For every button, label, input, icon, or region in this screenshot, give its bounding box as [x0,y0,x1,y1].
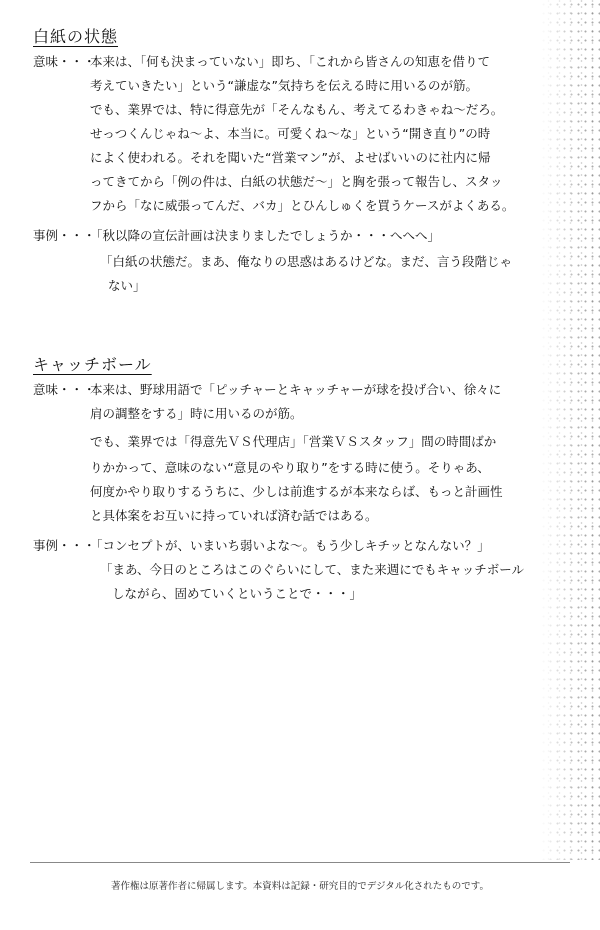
example-line: 「まあ、今日のところはこのぐらいにして、また来週にでもキャッチボール [100,562,525,577]
meaning-line: でも、業界では、特に得意先が「そんなもん、考えてるわきゃね〜だろ。 [90,102,504,117]
copyright-footer: 著作権は原著作者に帰属します。本資料は記録・研究目的でデジタル化されたものです。 [111,881,489,892]
meaning-line: 本来は、「何も決まっていない」即ち、「これから皆さんの知恵を借りて [90,54,491,69]
section-title-catchball: キャッチボール [33,355,152,374]
example-label: 事例・・・ [33,228,96,243]
meaning-line: ってきてから「例の件は、白紙の状態だ〜」と胸を張って報告し、スタッ [90,174,503,189]
section-title-hakushi: 白紙の状態 [33,27,119,46]
meaning-label: 意味・・・ [33,382,96,397]
meaning-line: せっつくんじゃね〜よ、本当に。可愛くね〜な」という“開き直り”の時 [90,126,491,141]
example-line: 「白紙の状態だ。まあ、俺なりの思惑はあるけどな。まだ、言う段階じゃ [100,254,513,269]
example-line: ない」 [108,278,146,293]
scan-noise [540,0,600,860]
meaning-line: フから「なに威張ってんだ、バカ」とひんしゅくを買うケースがよくある。 [90,198,515,213]
meaning-line: でも、業界では「得意先ＶＳ代理店」「営業ＶＳスタッフ」間の時間ばか [90,434,497,449]
example-line: しながら、固めていくということで・・・」 [112,586,363,601]
meaning-line: によく使われる。それを聞いた“営業マン”が、よせばいいのに社内に帰 [90,150,491,165]
meaning-label: 意味・・・ [33,54,96,69]
meaning-line: 肩の調整をする」時に用いるのが筋。 [90,406,303,421]
meaning-line: 考えていきたい」という“謙虚な”気持ちを伝える時に用いるのが筋。 [90,78,478,93]
meaning-line: 何度かやり取りするうちに、少しは前進するが本来ならば、もっと計画性 [90,484,503,499]
footer-divider [30,862,570,863]
example-label: 事例・・・ [33,538,96,553]
meaning-line: と具体案をお互いに持っていれば済む話ではある。 [90,508,378,523]
meaning-line: りかかって、意味のない“意見のやり取り”をする時に使う。そりゃあ、 [90,460,490,475]
meaning-line: 本来は、野球用語で「ピッチャーとキャッチャーが球を投げ合い、徐々に [90,382,502,397]
example-line: 「秋以降の宣伝計画は決まりましたでしょうか・・・へへへ」 [90,228,441,243]
example-line: 「コンセプトが、いまいち弱いよな〜。もう少しキチッとなんない？」 [90,538,490,553]
